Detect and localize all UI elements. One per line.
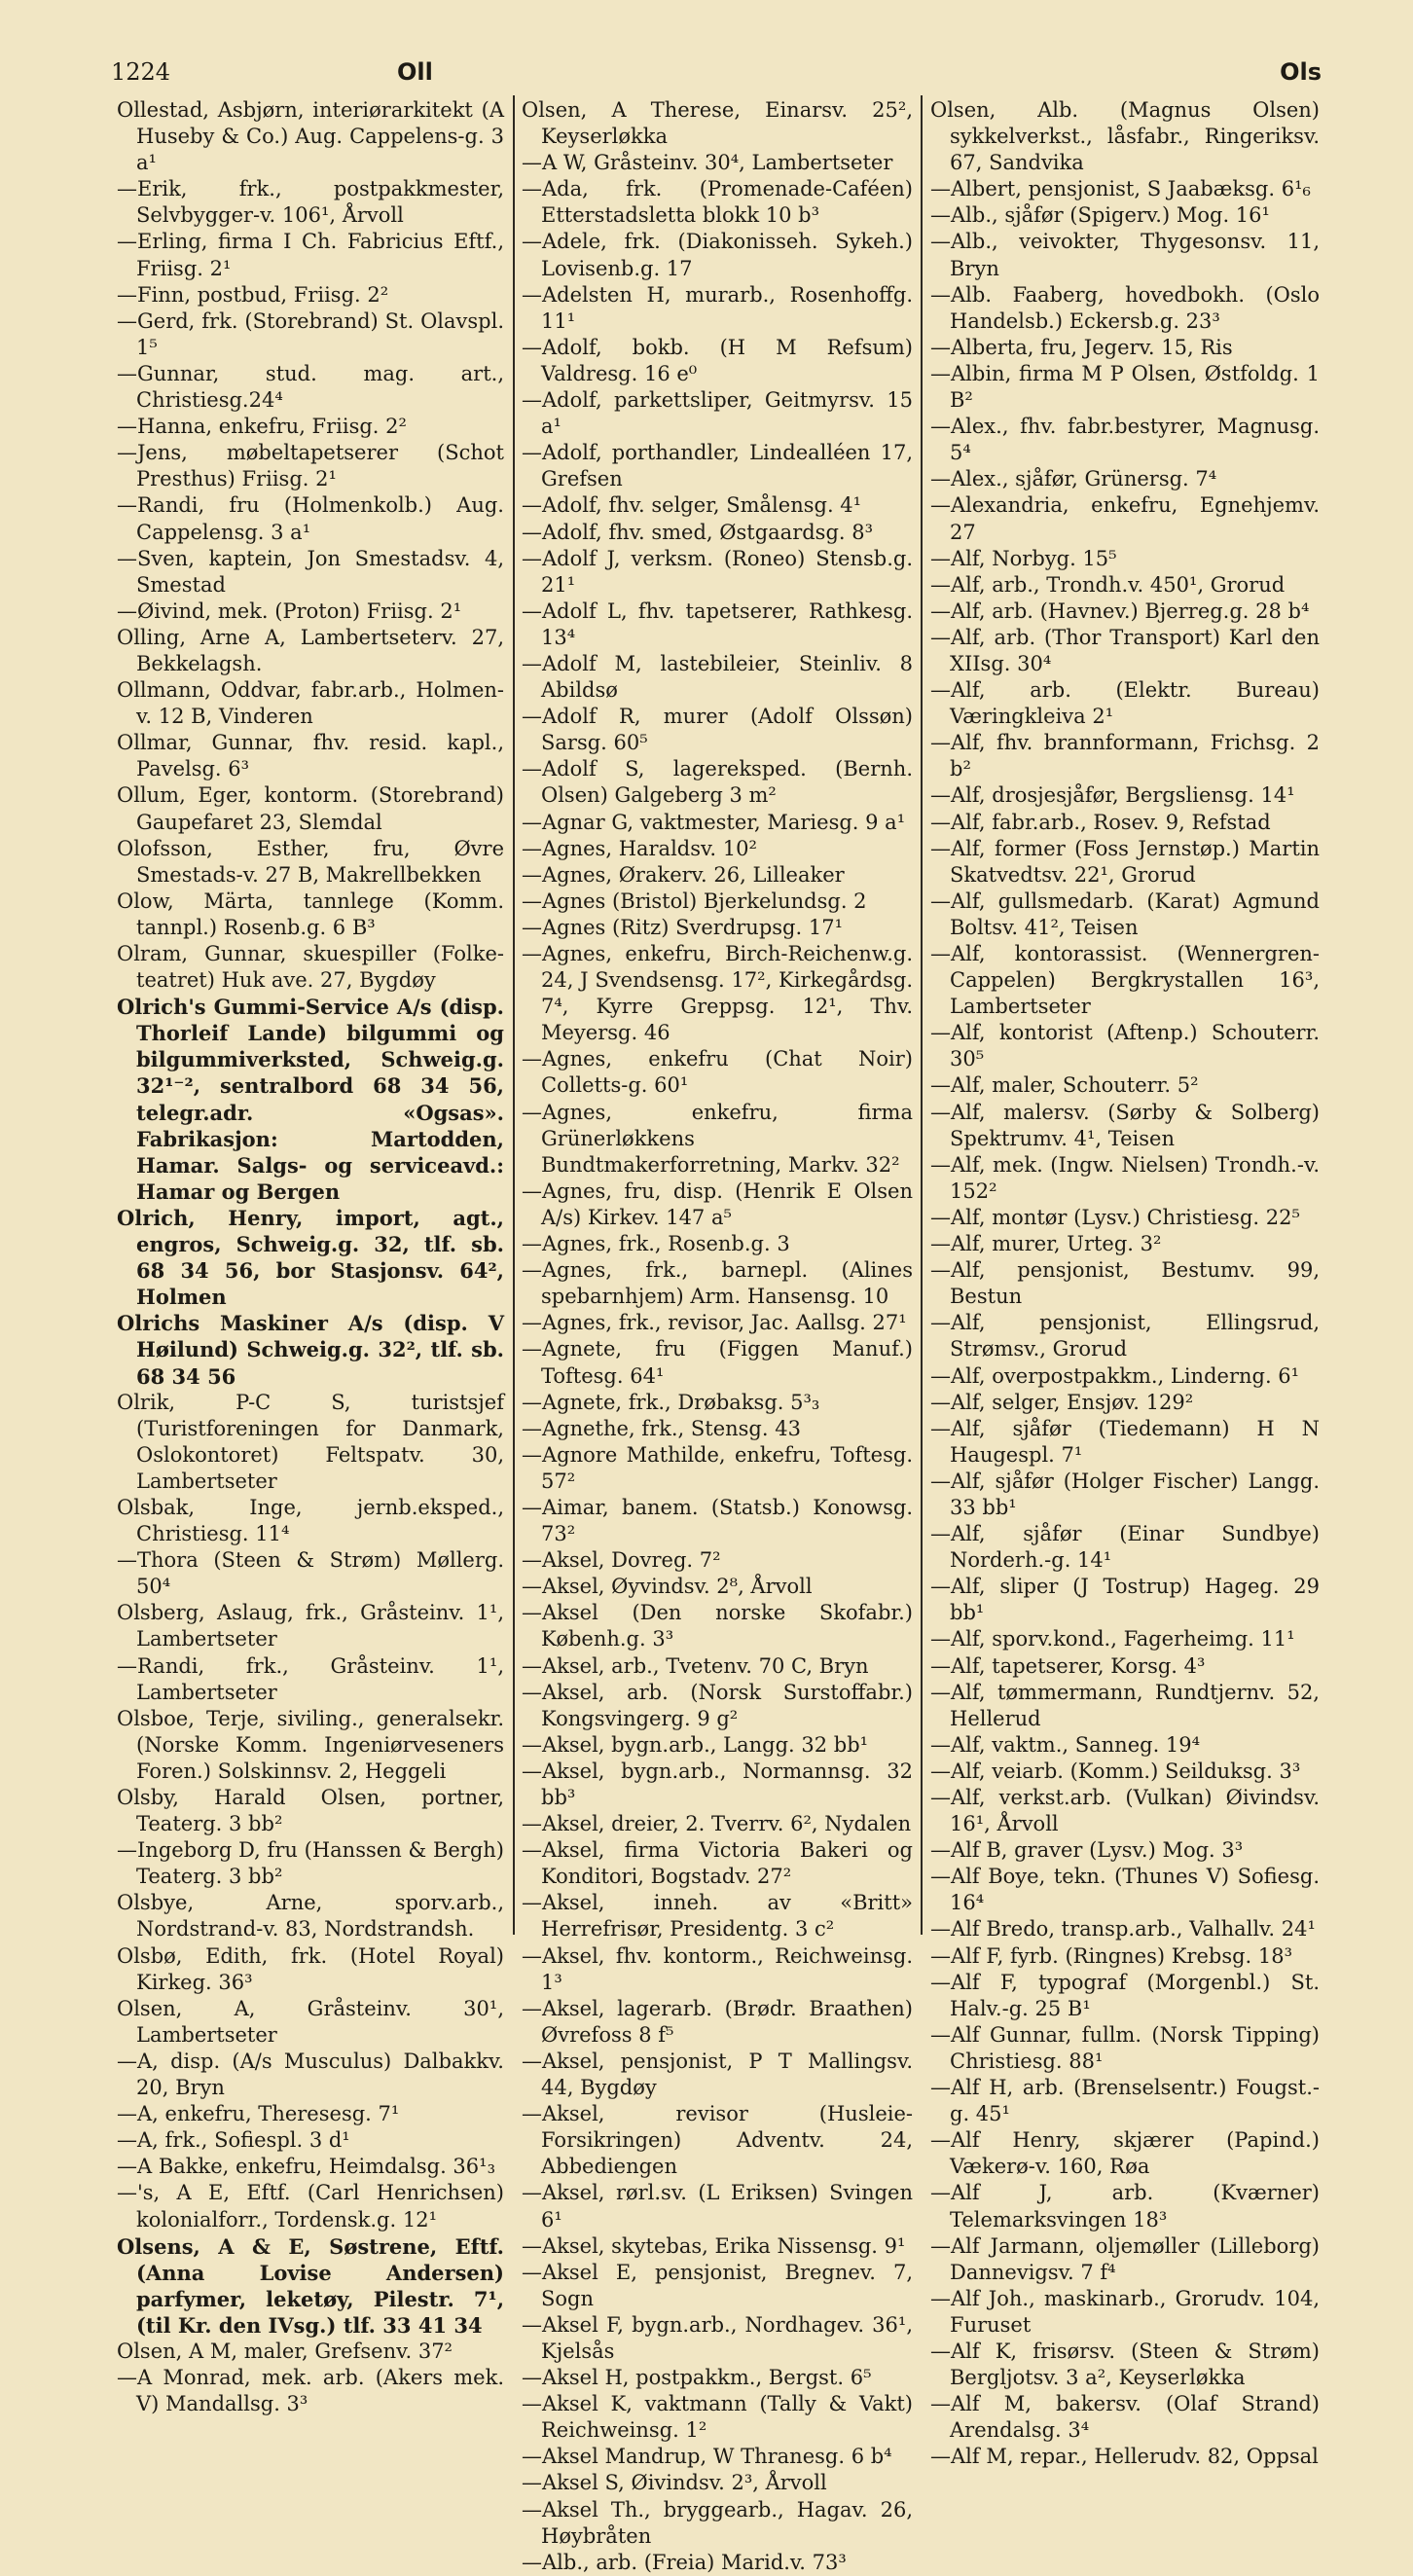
directory-entry: —Adolf S, lagereksped. (Bernh. Olsen) Galgeberg 3 m² [522,757,913,808]
directory-entry: —A, disp. (A/s Musculus) Dalbakkv. 20, Bryn [117,2049,504,2100]
directory-entry: —Agnes, frk., revisor, Jac. Aallsg. 27¹ [522,1311,907,1335]
directory-entry: —Alf, Norbyg. 15⁵ [930,546,1117,570]
directory-entry: —Alf, gullsmedarb. (Karat) Agmund Boltsv. 41², Teisen [930,889,1320,939]
guide-word-right: Ols [1280,58,1322,86]
directory-entry: —A, frk., Sofiespl. 3 d¹ [117,2128,350,2153]
directory-entry: —Alf, murer, Urteg. 3² [930,1232,1162,1256]
directory-entry: —Alf Joh., maskinarb., Grorudv. 104, Furuset [930,2286,1320,2337]
directory-entry: —Alf, drosjesjåfør, Bergsliensg. 14¹ [930,783,1295,808]
directory-entry: —Aksel, revisor (Husleie-Forsikringen) Adventv. 24, Abbediengen [522,2102,913,2179]
directory-entry: —Agnete, frk., Drøbaksg. 5³₃ [522,1390,820,1414]
directory-entry: —Alexandria, enkefru, Egnehjemv. 27 [930,493,1320,544]
directory-entry: —Alf, sjåfør (Tiedemann) H N Haugespl. 7¹ [930,1416,1320,1467]
page-number: 1224 [111,58,171,86]
directory-entry: —Alf Boye, tekn. (Thunes V) Sofiesg. 16⁴ [930,1865,1320,1915]
directory-entry: —Alf, pensjonist, Ellingsrud, Strømsv., Grorud [930,1311,1320,1361]
directory-entry: —Aksel H, postpakkm., Bergst. 6⁵ [522,2366,872,2390]
directory-entry: —Aimar, banem. (Statsb.) Konowsg. 73² [522,1495,913,1546]
directory-entry: Ollum, Eger, kontorm. (Storebrand) Gaupefaret 23, Slemdal [117,783,504,834]
directory-entry: Olsbak, Inge, jernb.eksped., Christiesg. 11⁴ [117,1495,504,1546]
directory-entry: —Aksel K, vaktmann (Tally & Vakt) Reichweinsg. 1² [522,2392,913,2443]
directory-entry: —Erik, frk., postpakkmester, Selvbygger-v. 106¹, Årvoll [117,177,504,228]
directory-entry: Olsboe, Terje, siviling., generalsekr. (Norske Komm. Ingeniørveseners Foren.) Solskinnsv. 2, Heggeli [117,1706,504,1783]
directory-entry: —Agnes, enkefru, Birch-Reichenw.g. 24, J Svendsensg. 17², Kirkegårdsg. 7⁴, Kyrre Greppsg. 12¹, Thv. Meyersg. 46 [522,942,913,1045]
directory-entry: Olsen, A Therese, Einarsv. 25², Keyserløkka [522,98,913,149]
directory-entry: —Agnar G, vaktmester, Mariesg. 9 a¹ [522,810,906,834]
directory-entry: —Aksel, lagerarb. (Brødr. Braathen) Øvrefoss 8 f⁵ [522,1996,913,2047]
directory-entry: —A W, Gråsteinv. 30⁴, Lambertseter [522,151,893,175]
directory-entry: —Agnore Mathilde, enkefru, Toftesg. 57² [522,1442,913,1493]
directory-entry: —Agnes, fru, disp. (Henrik E Olsen A/s) Kirkev. 147 a⁵ [522,1179,913,1229]
page-header [105,56,1322,95]
directory-entry: —Alf, verkst.arb. (Vulkan) Øivindsv. 16¹, Årvoll [930,1786,1320,1836]
column-3 [930,97,1320,2469]
directory-entry: Ollmar, Gunnar, fhv. resid. kapl., Pavelsg. 6³ [117,731,504,781]
directory-entry: —Alf, maler, Schouterr. 5² [930,1073,1199,1098]
directory-entry: —Alf Bredo, transp.arb., Valhallv. 24¹ [930,1917,1316,1941]
directory-entry: Olrichs Maskiner A/s (disp. V Høilund) Schweig.g. 32², tlf. sb. 68 34 56 [117,1311,504,1389]
directory-entry: —Agnes (Ritz) Sverdrupsg. 17¹ [522,915,843,939]
directory-entry: —Alf, arb. (Havnev.) Bjerreg.g. 28 b⁴ [930,599,1310,623]
directory-entry: —Alf, arb. (Thor Transport) Karl den XIIsg. 30⁴ [930,625,1320,675]
directory-entry: —Aksel E, pensjonist, Bregnev. 7, Sogn [522,2260,913,2310]
directory-entry: —Alberta, fru, Jegerv. 15, Ris [930,335,1233,359]
directory-entry: Olsen, Alb. (Magnus Olsen) sykkelverkst., låsfabr., Ringeriksv. 67, Sandvika [930,98,1320,175]
directory-entry: —Alf, fhv. brannformann, Frichsg. 2 b² [930,731,1320,781]
directory-entry: —Alf J, arb. (Kværner) Telemarksvingen 18³ [930,2181,1320,2231]
directory-entry: Olsbø, Edith, frk. (Hotel Royal) Kirkeg. 36³ [117,1943,504,1994]
directory-entry: —Alf, arb., Trondh.v. 450¹, Grorud [930,572,1286,597]
directory-entry: —Alf, tømmermann, Rundtjernv. 52, Hellerud [930,1680,1320,1730]
directory-entry: —Aksel, Øyvindsv. 2⁸, Årvoll [522,1575,813,1599]
directory-entry: —Aksel (Den norske Skofabr.) Københ.g. 3³ [522,1601,913,1651]
directory-entry: —Aksel S, Øivindsv. 2³, Årvoll [522,2471,827,2495]
directory-entry: Ollmann, Oddvar, fabr.arb., Holmen-v. 12 B, Vinderen [117,678,504,729]
directory-entry: —Agnes, frk., Rosenb.g. 3 [522,1232,790,1256]
directory-entry: —Aksel, arb., Tvetenv. 70 C, Bryn [522,1653,869,1678]
directory-entry: —Adolf, bokb. (H M Refsum) Valdresg. 16 e⁰ [522,335,913,385]
directory-entry: —Alf M, repar., Hellerudv. 82, Oppsal [930,2445,1319,2469]
directory-entry: —Adolf, parkettsliper, Geitmyrsv. 15 a¹ [522,388,913,439]
directory-entry: —Agnete, fru (Figgen Manuf.) Toftesg. 64¹ [522,1337,913,1388]
directory-entry: Ollestad, Asbjørn, interiørarkitekt (A Huseby & Co.) Aug. Cappelens-g. 3 a¹ [117,98,504,175]
directory-entry: —Alf Gunnar, fullm. (Norsk Tipping) Christiesg. 88¹ [930,2022,1320,2073]
directory-entry: —Alb., sjåfør (Spigerv.) Mog. 16¹ [930,203,1270,228]
directory-entry: —Alf, tapetserer, Korsg. 4³ [930,1653,1206,1678]
directory-entry: Olrik, P-C S, turistsjef (Turistforeningen for Danmark, Oslokontoret) Feltspatv. 30, Lambertseter [117,1390,504,1493]
directory-entry: —Gerd, frk. (Storebrand) St. Olavspl. 1⁵ [117,308,504,359]
directory-entry: —Aksel, pensjonist, P T Mallingsv. 44, Bygdøy [522,2049,913,2100]
column-divider [921,95,923,1935]
directory-entry: —Aksel Th., bryggearb., Hagav. 26, Høybråten [522,2497,913,2548]
directory-entry: —Alf, mek. (Ingw. Nielsen) Trondh.-v. 152² [930,1152,1320,1203]
directory-entry: —Alb. Faaberg, hovedbokh. (Oslo Handelsb.) Eckersb.g. 23³ [930,282,1320,333]
directory-entry: —Aksel, fhv. kontorm., Reichweinsg. 1³ [522,1943,913,1994]
directory-entry: —Alf Jarmann, oljemøller (Lilleborg) Dannevigsv. 7 f⁴ [930,2233,1320,2284]
directory-entry: —Finn, postbud, Friisg. 2² [117,282,389,307]
directory-entry: —Aksel, bygn.arb., Normannsg. 32 bb³ [522,1759,913,1809]
directory-entry: Olling, Arne A, Lambertseterv. 27, Bekkelagsh. [117,625,504,675]
directory-entry: —A Bakke, enkefru, Heimdalsg. 36¹₃ [117,2155,495,2179]
directory-entry: Olsens, A & E, Søstrene, Eftf. (Anna Lovise Andersen) parfymer, leketøy, Pilestr. 7¹, (til Kr. den IVsg.) tlf. 33 41 34 [117,2233,504,2338]
directory-entry: —Alf, overpostpakkm., Linderng. 6¹ [930,1363,1300,1388]
directory-entry: —Sven, kaptein, Jon Smestadsv. 4, Smestad [117,546,504,597]
directory-entry: —Alf, selger, Ensjøv. 129² [930,1390,1194,1414]
directory-entry: Olrich's Gummi-Service A/s (disp. Thorleif Lande) bilgummi og bilgummiverksted, Schweig.g. 32¹⁻², sentralbord 68 34 56, telegr.adr. «Ogsas». Fabrikasjon: Martodden, Hamar. Salgs- og serviceavd.: Hamar og Bergen [117,995,504,1204]
directory-entry: —Alf, kontorassist. (Wennergren-Cappelen) Bergkrystallen 16³, Lambertseter [930,942,1320,1019]
directory-entry: —Adelsten H, murarb., Rosenhoffg. 11¹ [522,282,913,333]
column-divider [513,95,515,1935]
directory-entry: —A Monrad, mek. arb. (Akers mek. V) Mandallsg. 3³ [117,2366,504,2416]
directory-entry: —Adolf, fhv. smed, Østgaardsg. 8³ [522,520,874,544]
directory-entry: —Alf, sjåfør (Einar Sundbye) Norderh.-g. 14¹ [930,1522,1320,1573]
directory-entry: Olram, Gunnar, skuespiller (Folke-teatret) Huk ave. 27, Bygdøy [117,942,504,993]
directory-entry: Olsen, A M, maler, Grefsenv. 37² [117,2339,453,2363]
directory-entry: —Gunnar, stud. mag. art., Christiesg.24⁴ [117,361,504,413]
directory-entry: —Aksel, dreier, 2. Tverrv. 6², Nydalen [522,1812,912,1836]
column-1 [117,97,504,2416]
directory-entry: —Agnethe, frk., Stensg. 43 [522,1416,801,1440]
directory-entry: —Randi, fru (Holmenkolb.) Aug. Cappelensg. 3 a¹ [117,493,504,544]
directory-entry: —Alf, fabr.arb., Rosev. 9, Refstad [930,810,1271,834]
directory-entry: —Alex., fhv. fabr.bestyrer, Magnusg. 5⁴ [930,415,1320,465]
directory-entry: —Alf Henry, skjærer (Papind.) Vækerø-v. 160, Røa [930,2128,1320,2179]
directory-entry: —Ada, frk. (Promenade-Caféen) Etterstadsletta blokk 10 b³ [522,177,913,228]
directory-entry: —Agnes, enkefru (Chat Noir) Colletts-g. 60¹ [522,1047,913,1098]
directory-entry: —Alf, kontorist (Aftenp.) Schouterr. 30⁵ [930,1021,1320,1071]
directory-entry: —Alf K, frisørsv. (Steen & Strøm) Bergljotsv. 3 a², Keyserløkka [930,2339,1320,2390]
directory-entry: —Øivind, mek. (Proton) Friisg. 2¹ [117,599,462,623]
directory-entry: —Alb., veivokter, Thygesonsv. 11, Bryn [930,230,1320,280]
directory-entry: —Adolf, fhv. selger, Smålensg. 4¹ [522,493,862,518]
directory-entry: —Agnes, Ørakerv. 26, Lilleaker [522,862,845,887]
column-2 [522,97,913,2574]
directory-entry: —Alf, sporv.kond., Fagerheimg. 11¹ [930,1627,1295,1651]
directory-entry: —Aksel, Dovreg. 7² [522,1548,721,1573]
directory-entry: —Adolf J, verksm. (Roneo) Stensb.g. 21¹ [522,546,913,597]
directory-entry: —Aksel, skytebas, Erika Nissensg. 9¹ [522,2233,906,2258]
directory-entry: —Albin, firma M P Olsen, Østfoldg. 1 B² [930,361,1320,413]
directory-entry: —Adolf, porthandler, Lindealléen 17, Grefsen [522,441,913,491]
directory-entry: —Alf, sjåfør (Holger Fischer) Langg. 33 bb¹ [930,1469,1320,1519]
directory-entry: —Hanna, enkefru, Friisg. 2² [117,415,407,439]
directory-entry: Olsen, A, Gråsteinv. 30¹, Lambertseter [117,1996,504,2047]
directory-entry: Olrich, Henry, import, agt., engros, Schweig.g. 32, tlf. sb. 68 34 56, bor Stasjonsv. 64², Holmen [117,1205,504,1310]
directory-entry: —Aksel Mandrup, W Thranesg. 6 b⁴ [522,2445,892,2469]
directory-entry: —Erling, firma I Ch. Fabricius Eftf., Friisg. 2¹ [117,230,504,280]
directory-entry: —Alf, malersv. (Sørby & Solberg) Spektrumv. 4¹, Teisen [930,1100,1320,1150]
directory-entry: Olsby, Harald Olsen, portner, Teaterg. 3 bb² [117,1786,504,1836]
directory-entry: —Jens, møbeltapetserer (Schot Presthus) Friisg. 2¹ [117,441,504,491]
directory-entry: —Alex., sjåfør, Grünersg. 7⁴ [930,467,1217,491]
directory-entry: —Alf, veiarb. (Komm.) Seilduksg. 3³ [930,1759,1301,1783]
directory-entry: —Adolf R, murer (Adolf Olssøn) Sarsg. 60⁵ [522,705,913,755]
directory-entry: —Albert, pensjonist, S Jaabæksg. 6¹₆ [930,177,1311,201]
directory-entry: —Alf H, arb. (Brenselsentr.) Fougst.-g. 45¹ [930,2076,1320,2126]
guide-word-left: Oll [397,58,433,86]
directory-entry: —Alf F, fyrb. (Ringnes) Krebsg. 18³ [930,1943,1293,1968]
directory-entry: —Alf, vaktm., Sanneg. 19⁴ [930,1732,1201,1757]
directory-entry: —Adolf L, fhv. tapetserer, Rathkesg. 13⁴ [522,599,913,649]
directory-entry: —Alf, pensjonist, Bestumv. 99, Bestun [930,1258,1320,1309]
directory-entry: —Randi, frk., Gråsteinv. 1¹, Lambertseter [117,1653,504,1704]
directory-entry: —Aksel, rørl.sv. (L Eriksen) Svingen 6¹ [522,2181,913,2231]
directory-entry: —Ingeborg D, fru (Hanssen & Bergh) Teaterg. 3 bb² [117,1838,504,1889]
directory-entry: —Alf, arb. (Elektr. Bureau) Væringkleiva 2¹ [930,678,1320,729]
directory-entry: Olsberg, Aslaug, frk., Gråsteinv. 1¹, Lambertseter [117,1601,504,1651]
directory-entry: —Adele, frk. (Diakonisseh. Sykeh.) Lovisenb.g. 17 [522,230,913,280]
directory-entry: —Agnes, frk., barnepl. (Alines spebarnhjem) Arm. Hansensg. 10 [522,1258,913,1309]
directory-entry: —Alf B, graver (Lysv.) Mog. 3³ [930,1838,1244,1863]
directory-entry: —Alf, former (Foss Jernstøp.) Martin Skatvedtsv. 22¹, Grorud [930,836,1320,887]
directory-entry: —Adolf M, lastebileier, Steinliv. 8 Abildsø [522,651,913,703]
directory-entry: —Aksel, inneh. av «Britt» Herrefrisør, Presidentg. 3 c² [522,1891,913,1941]
directory-entry: —Alf F, typograf (Morgenbl.) St. Halv.-g. 25 B¹ [930,1970,1320,2020]
directory-entry: —Aksel, bygn.arb., Langg. 32 bb¹ [522,1732,869,1757]
directory-entry: —Alb., arb. (Freia) Marid.v. 73³ [522,2550,847,2574]
directory-entry: —Alf, montør (Lysv.) Christiesg. 22⁵ [930,1205,1300,1229]
directory-entry: —Aksel, firma Victoria Bakeri og Konditori, Bogstadv. 27² [522,1838,913,1889]
directory-entry: Olsbye, Arne, sporv.arb., Nordstrand-v. 83, Nordstrandsh. [117,1891,504,1941]
directory-entry: —Aksel, arb. (Norsk Surstoffabr.) Kongsvingerg. 9 g² [522,1680,913,1730]
directory-entry: —Alf M, bakersv. (Olaf Strand) Arendalsg. 3⁴ [930,2392,1320,2443]
directory-entry: —A, enkefru, Theresesg. 7¹ [117,2102,400,2126]
directory-entry: —Agnes, enkefru, firma Grünerløkkens Bundtmakerforretning, Markv. 32² [522,1100,913,1177]
directory-entry: Olow, Märta, tannlege (Komm. tannpl.) Rosenb.g. 6 B³ [117,889,504,939]
directory-entry: —Agnes (Bristol) Bjerkelundsg. 2 [522,889,867,913]
directory-entry: —Alf, sliper (J Tostrup) Hageg. 29 bb¹ [930,1575,1320,1625]
directory-entry: Olofsson, Esther, fru, Øvre Smestads-v. 27 B, Makrellbekken [117,836,504,887]
directory-entry: —Thora (Steen & Strøm) Møllerg. 50⁴ [117,1548,504,1599]
directory-entry: —Agnes, Haraldsv. 10² [522,836,757,860]
directory-entry: —'s, A E, Eftf. (Carl Henrichsen) kolonialforr., Tordensk.g. 12¹ [117,2181,504,2231]
directory-entry: —Aksel F, bygn.arb., Nordhagev. 36¹, Kjelsås [522,2312,913,2363]
